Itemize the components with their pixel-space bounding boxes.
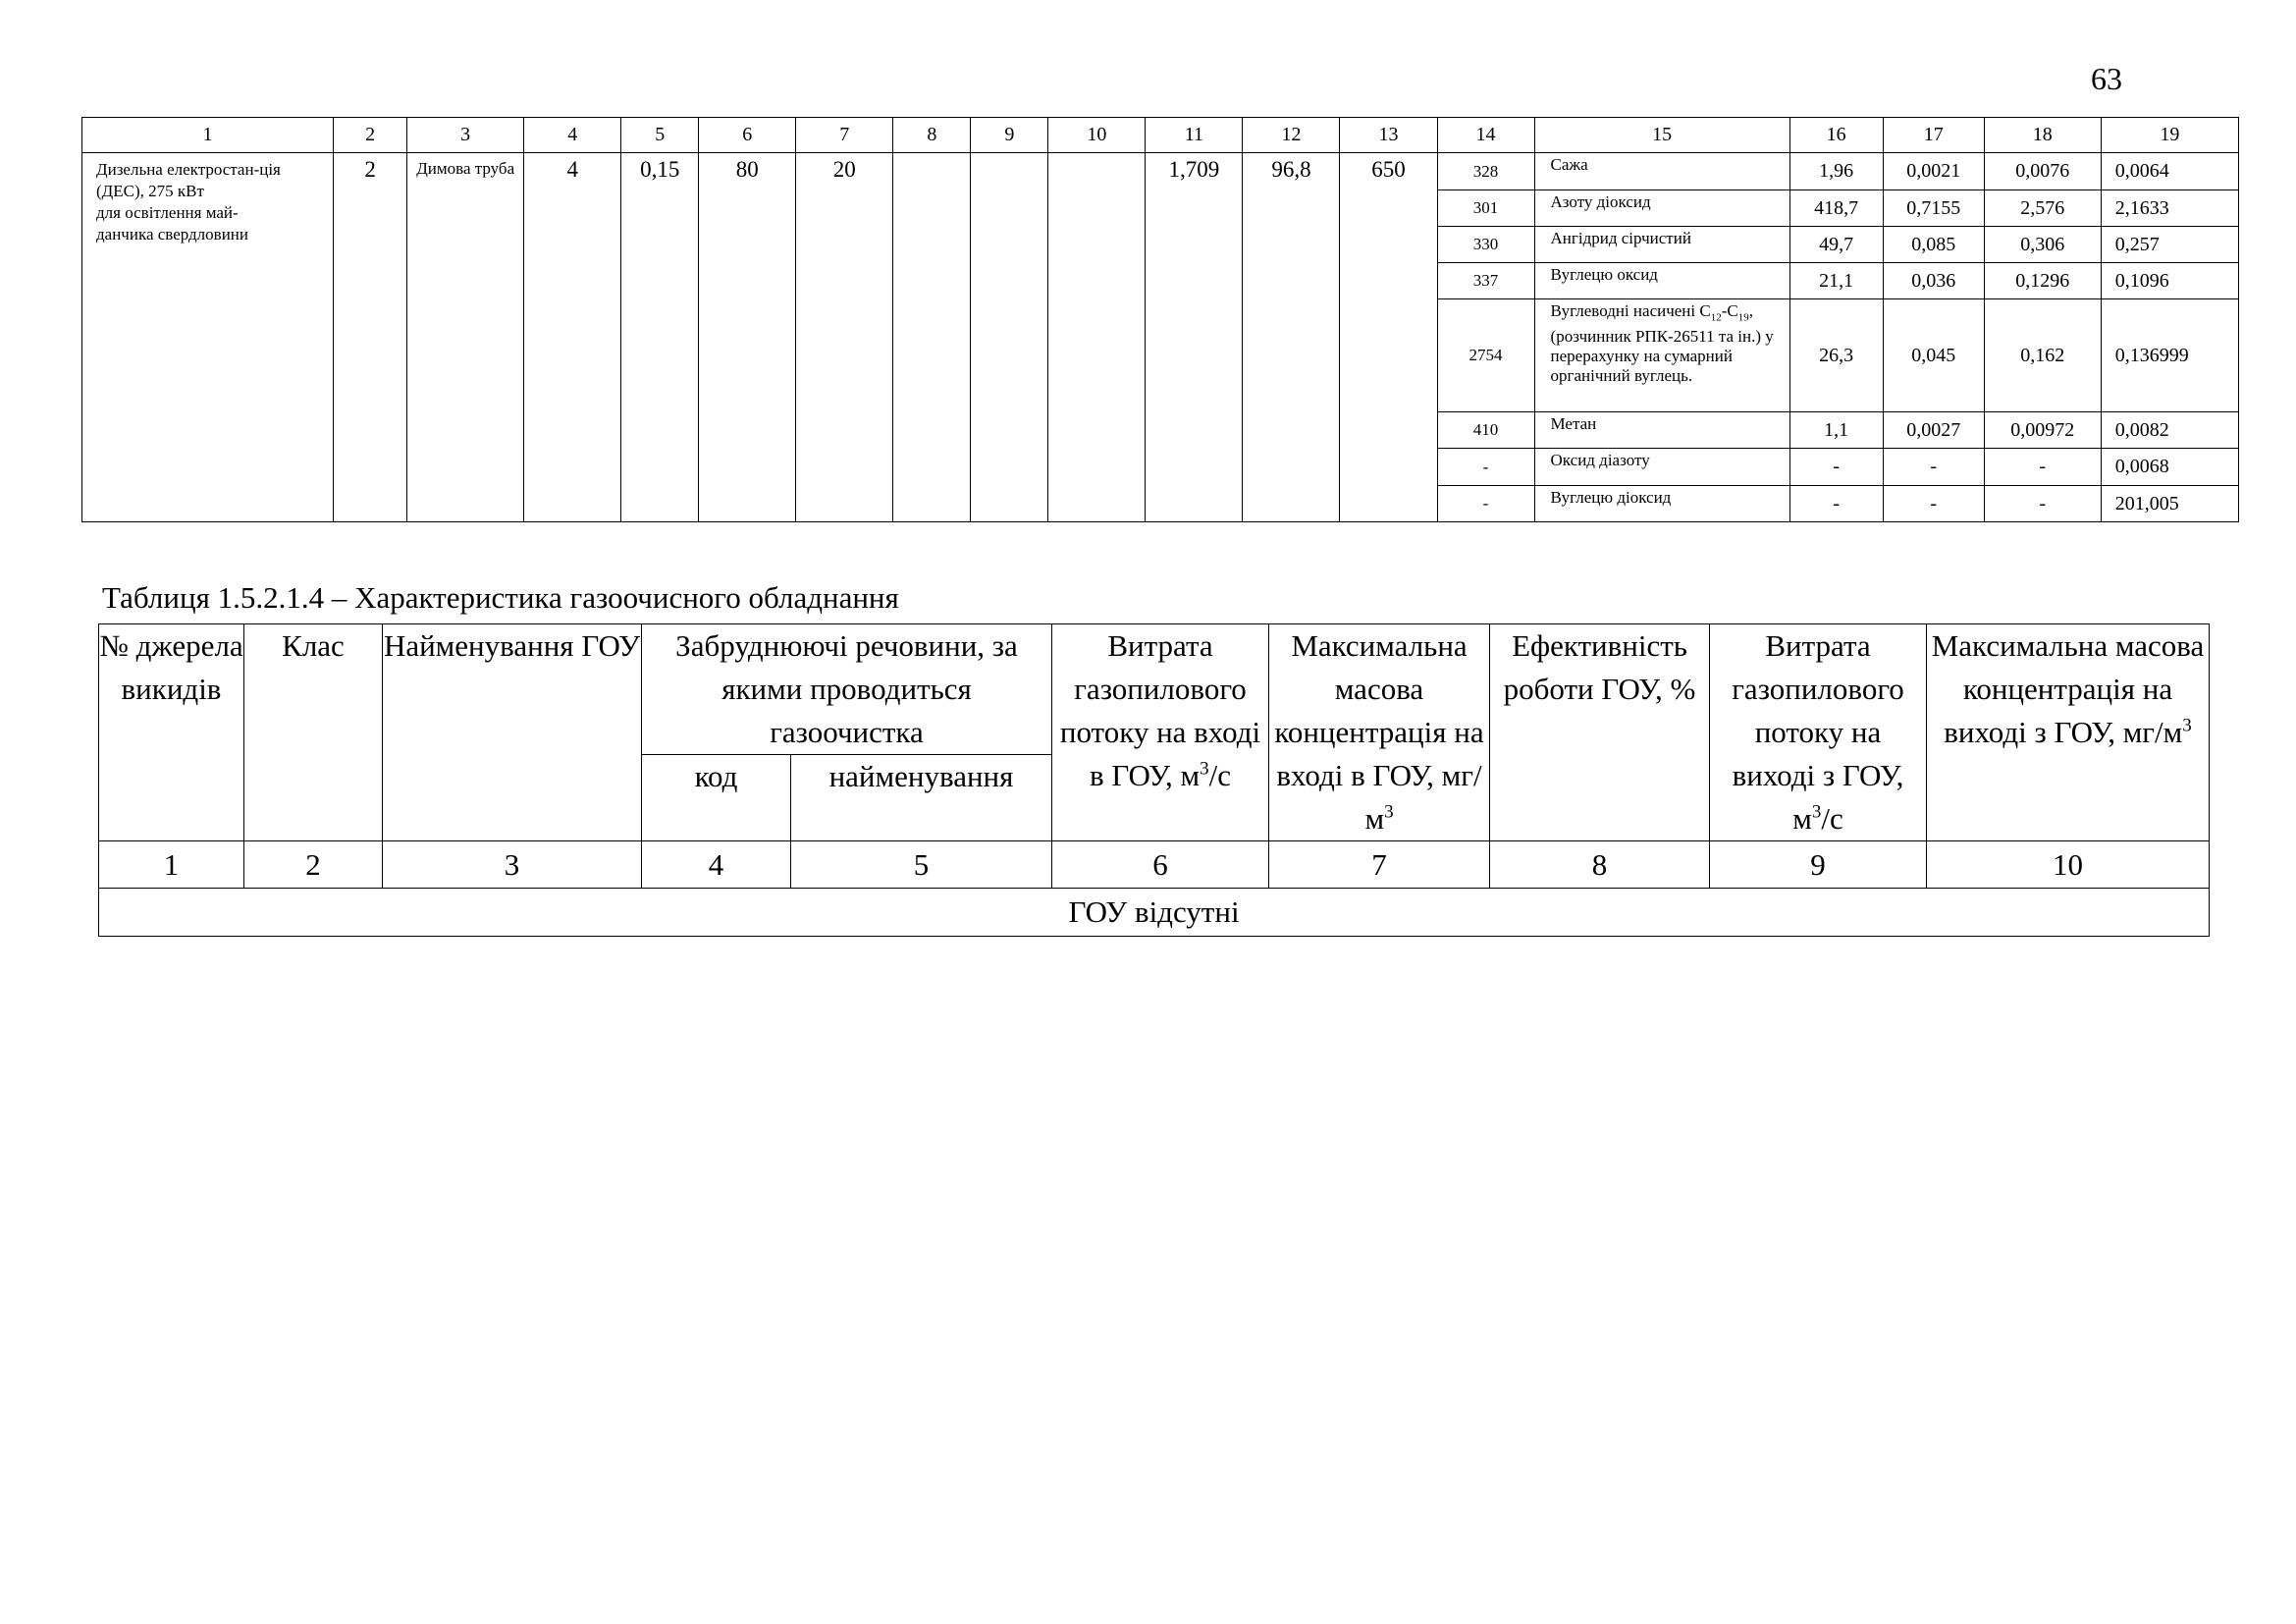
header-text: Максимальна масова концентрація на вході в ГОУ, мг/м — [1274, 628, 1484, 836]
diameter-value: 0,15 — [621, 153, 699, 522]
table-row — [82, 153, 2239, 190]
emission-ty-value: 201,005 — [2101, 486, 2238, 522]
col-number: 11 — [1146, 118, 1243, 153]
concentration-value: 418,7 — [1789, 190, 1883, 227]
substance-code: 330 — [1437, 227, 1534, 263]
emission-value: 0,1296 — [1984, 263, 2101, 299]
emission-value: - — [1984, 449, 2101, 486]
operation-value: 20 — [796, 153, 893, 522]
header-text: Витрата газопилового потоку на вході в ГОУ, м — [1059, 628, 1261, 792]
col-number: 13 — [1340, 118, 1437, 153]
col-number: 2 — [334, 118, 407, 153]
col-number: 6 — [699, 118, 796, 153]
header-pollutant-name: найменування — [791, 755, 1052, 841]
header-outlet-flow — [1710, 624, 1927, 841]
header-source-number: № джерела викидів — [99, 624, 244, 841]
header-pollutants: Забруднюючі речовини, за якими проводиться газоочистка — [642, 624, 1052, 755]
emission-ty-value: 2,1633 — [2101, 190, 2238, 227]
gas-cleaning-table — [98, 623, 2210, 937]
col-number: 9 — [971, 118, 1048, 153]
superscript: 3 — [1384, 801, 1394, 823]
emission-value: 0,00972 — [1984, 412, 2101, 449]
col-number: 19 — [2101, 118, 2238, 153]
col-number: 3 — [383, 841, 642, 889]
col-number: 8 — [893, 118, 971, 153]
col-number: 9 — [1710, 841, 1927, 889]
source-line: Дизельна електростан-ція — [96, 160, 281, 179]
column-number-row — [82, 118, 2239, 153]
emission-gs-value: 0,036 — [1883, 263, 1984, 299]
col-number: 3 — [407, 118, 524, 153]
emission-value: 0,306 — [1984, 227, 2101, 263]
substance-name: Вуглецю оксид — [1534, 263, 1789, 299]
header-efficiency: Ефективність роботи ГОУ, % — [1490, 624, 1710, 841]
emission-value: - — [1984, 486, 2101, 522]
source-line: данчика свердловини — [96, 225, 248, 244]
page-number: 63 — [2091, 61, 2122, 96]
header-gou-name: Найменування ГОУ — [383, 624, 642, 841]
col-number: 1 — [99, 841, 244, 889]
col-number: 4 — [642, 841, 791, 889]
emission-ty-value: 0,136999 — [2101, 299, 2238, 412]
no-equipment-note: ГОУ відсутні — [99, 889, 2210, 937]
column-number-row — [99, 841, 2210, 889]
substance-name: Вуглецю діоксид — [1534, 486, 1789, 522]
col-number: 7 — [1269, 841, 1490, 889]
col-number: 7 — [796, 118, 893, 153]
table-row — [99, 889, 2210, 937]
substance-code: 328 — [1437, 153, 1534, 190]
header-class: Клас — [244, 624, 383, 841]
substance-code: 410 — [1437, 412, 1534, 449]
col-number: 6 — [1052, 841, 1269, 889]
height-value: 80 — [699, 153, 796, 522]
source-number: 4 — [524, 153, 621, 522]
empty-cell — [1048, 153, 1146, 522]
substance-code: - — [1437, 449, 1534, 486]
substance-code: - — [1437, 486, 1534, 522]
col-number: 5 — [791, 841, 1052, 889]
substance-code: 301 — [1437, 190, 1534, 227]
header-code: код — [642, 755, 791, 841]
col-number: 2 — [244, 841, 383, 889]
velocity-value: 1,709 — [1146, 153, 1243, 522]
concentration-value: - — [1789, 486, 1883, 522]
concentration-value: 26,3 — [1789, 299, 1883, 412]
source-description — [82, 153, 334, 522]
volume-value: 96,8 — [1243, 153, 1340, 522]
emissions-table — [81, 117, 2239, 522]
emission-gs-value: 0,085 — [1883, 227, 1984, 263]
col-number: 8 — [1490, 841, 1710, 889]
header-row — [99, 624, 2210, 755]
col-number: 17 — [1883, 118, 1984, 153]
header-text: Витрата газопилового потоку на виході з ГОУ, м — [1732, 628, 1904, 836]
substance-name: Оксид діазоту — [1534, 449, 1789, 486]
emission-value: 0,0076 — [1984, 153, 2101, 190]
emission-ty-value: 0,0082 — [2101, 412, 2238, 449]
subscript: 19 — [1737, 311, 1749, 324]
subscript: 12 — [1710, 311, 1722, 324]
emission-value: 0,162 — [1984, 299, 2101, 412]
substance-name-part: , (розчинник РПК-26511 та ін.) у перерахунку на сумарний органічний вуглець. — [1550, 301, 1774, 386]
col-number: 10 — [1927, 841, 2210, 889]
substance-code: 337 — [1437, 263, 1534, 299]
source-type: Димова труба — [407, 153, 524, 522]
col-number: 15 — [1534, 118, 1789, 153]
header-inlet-concentration — [1269, 624, 1490, 841]
header-inlet-flow — [1052, 624, 1269, 841]
emission-ty-value: 0,0064 — [2101, 153, 2238, 190]
emission-ty-value: 0,0068 — [2101, 449, 2238, 486]
substance-name: Ангідрид сірчистий — [1534, 227, 1789, 263]
col-number: 18 — [1984, 118, 2101, 153]
source-line: (ДЕС), 275 кВт — [96, 182, 204, 200]
concentration-value: 1,1 — [1789, 412, 1883, 449]
emission-gs-value: - — [1883, 449, 1984, 486]
concentration-value: 21,1 — [1789, 263, 1883, 299]
superscript: 3 — [1200, 758, 1209, 780]
col-number: 4 — [524, 118, 621, 153]
header-text: Максимальна масова концентрація на виході з ГОУ, мг/м — [1931, 628, 2205, 749]
empty-cell — [971, 153, 1048, 522]
header-outlet-concentration — [1927, 624, 2210, 841]
col-number: 14 — [1437, 118, 1534, 153]
col-number: 12 — [1243, 118, 1340, 153]
concentration-value: 49,7 — [1789, 227, 1883, 263]
substance-name-part: Вуглеводні насичені С — [1550, 301, 1711, 320]
header-text: /с — [1821, 801, 1843, 836]
empty-cell — [893, 153, 971, 522]
substance-name: Метан — [1534, 412, 1789, 449]
emission-gs-value: 0,7155 — [1883, 190, 1984, 227]
col-number: 1 — [82, 118, 334, 153]
col-number: 5 — [621, 118, 699, 153]
emission-ty-value: 0,1096 — [2101, 263, 2238, 299]
col-number: 10 — [1048, 118, 1146, 153]
concentration-value: 1,96 — [1789, 153, 1883, 190]
source-line: для освітлення май- — [96, 203, 239, 222]
superscript: 3 — [1811, 801, 1822, 823]
emission-value: 2,576 — [1984, 190, 2101, 227]
col-number: 16 — [1789, 118, 1883, 153]
concentration-value: - — [1789, 449, 1883, 486]
superscript: 3 — [2182, 715, 2192, 736]
table-caption: Таблиця 1.5.2.1.4 – Характеристика газоочисного обладнання — [102, 580, 899, 615]
temperature-value: 650 — [1340, 153, 1437, 522]
source-count: 2 — [334, 153, 407, 522]
emission-gs-value: 0,0027 — [1883, 412, 1984, 449]
substance-name: Азоту діоксид — [1534, 190, 1789, 227]
header-text: /с — [1208, 758, 1232, 792]
emission-gs-value: 0,045 — [1883, 299, 1984, 412]
substance-code: 2754 — [1437, 299, 1534, 412]
substance-name: Сажа — [1534, 153, 1789, 190]
substance-name — [1534, 299, 1789, 412]
substance-name-part: -С — [1721, 301, 1738, 320]
emission-gs-value: - — [1883, 486, 1984, 522]
emission-gs-value: 0,0021 — [1883, 153, 1984, 190]
emission-ty-value: 0,257 — [2101, 227, 2238, 263]
